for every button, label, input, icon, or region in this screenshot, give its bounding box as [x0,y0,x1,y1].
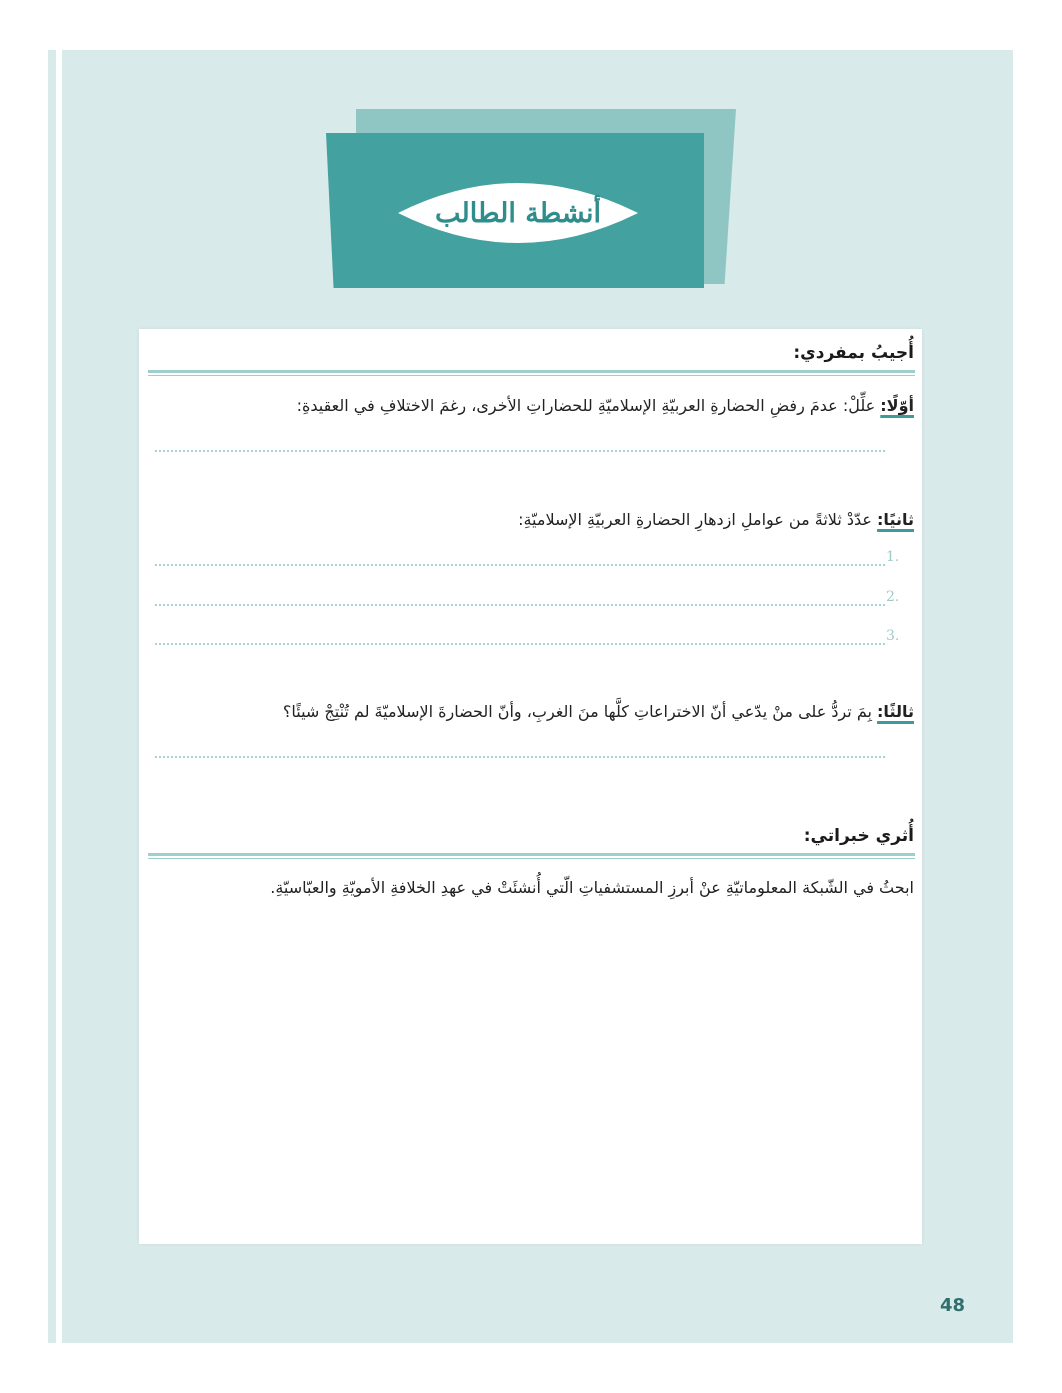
answer-line-2-2[interactable] [155,604,885,606]
section-heading-enrich: أُثري خبراتي: [803,826,914,846]
section-heading-individual: أُجيبُ بمفردي: [793,343,914,363]
question-2-text: عدّدْ ثلاثةً من عواملِ ازدهارِ الحضارةِ العربيّةِ الإسلاميّةِ: [518,510,878,529]
question-3 [283,702,914,721]
question-1-lead: أوّلًا: [880,396,914,415]
answer-line-2-1[interactable] [155,564,885,566]
activities-card [139,329,922,1244]
question-1 [297,396,914,415]
section-rule-2 [148,853,915,859]
answer-line-2-3[interactable] [155,643,885,645]
question-3-text: بِمَ تردُّ على منْ يدّعي أنّ الاختراعاتِ كلَّها منَ الغربِ، وأنّ الحضارةَ الإسلاميّةَ لم تُنْتِجْ شيئًا؟ [282,702,878,721]
item-number-2: 2. [886,589,900,605]
question-2 [518,510,914,529]
answer-line-3[interactable] [155,756,885,758]
research-task: ابحثُ في الشّبكة المعلوماتيّةِ عنْ أبرزِ المستشفياتِ الّتي أُنشئَتْ في عهدِ الخلافةِ الأمويّةِ والعبّاسيّةِ. [270,878,914,897]
question-2-lead: ثانيًا: [877,510,914,529]
question-3-lead: ثالثًا: [877,702,914,721]
item-number-1: 1. [886,549,900,565]
answer-line-1[interactable] [155,450,885,452]
page-number: 48 [940,1295,966,1316]
section-rule [148,370,915,376]
banner-title: أنشطة الطالب [435,197,601,229]
item-number-3: 3. [886,628,900,644]
margin-stripe [56,50,62,1343]
question-1-text: علِّلْ: عدمَ رفضِ الحضارةِ العربيّةِ الإسلاميّةِ للحضاراتِ الأخرى، رغمَ الاختلافِ في العقيدةِ: [296,396,881,415]
